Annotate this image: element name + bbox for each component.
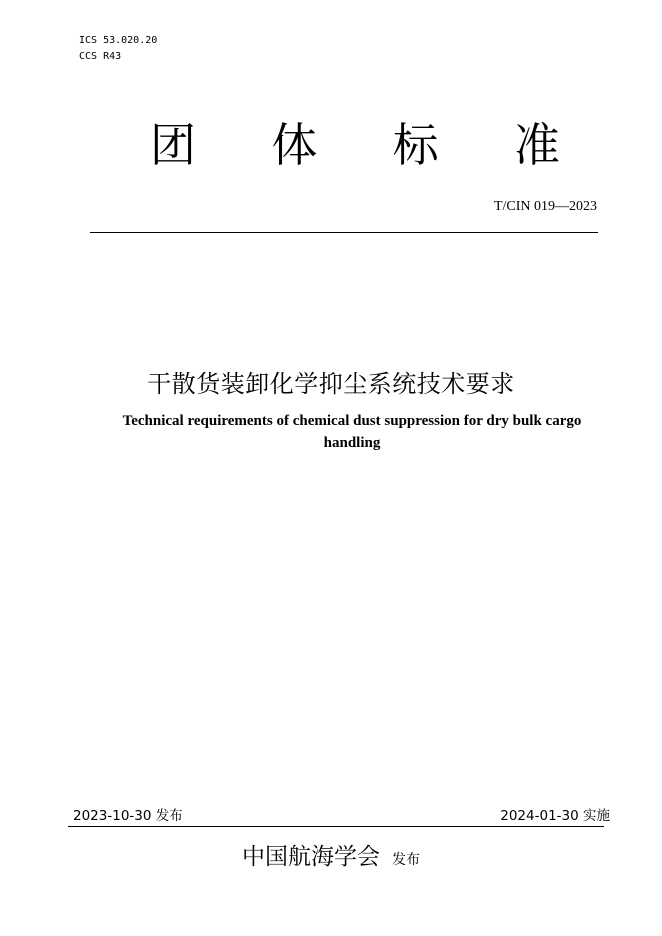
publisher-suffix: 发布 [392, 852, 420, 868]
ics-code: ICS 53.020.20 [79, 35, 158, 46]
implementation-date: 2024-01-30 实施 [500, 808, 610, 824]
bottom-divider [68, 826, 604, 827]
top-divider [90, 232, 598, 233]
standard-type-title [150, 112, 560, 172]
standard-number: T/CIN 019—2023 [493, 199, 597, 214]
ccs-code: CCS R43 [79, 51, 122, 62]
standard-type-char: 标 [392, 118, 439, 172]
standard-type-char: 体 [271, 118, 318, 172]
issue-date: 2023-10-30 发布 [73, 808, 183, 824]
publisher-line [0, 838, 662, 871]
standard-type-char: 团 [150, 118, 196, 172]
document-title-chinese: 干散货装卸化学抑尘系统技术要求 [147, 370, 515, 398]
document-title-english: Technical requirements of chemical dust suppression for dry bulk cargo handling [122, 413, 582, 451]
publisher-name: 中国航海学会 [242, 844, 380, 870]
standard-type-char: 准 [513, 118, 560, 172]
